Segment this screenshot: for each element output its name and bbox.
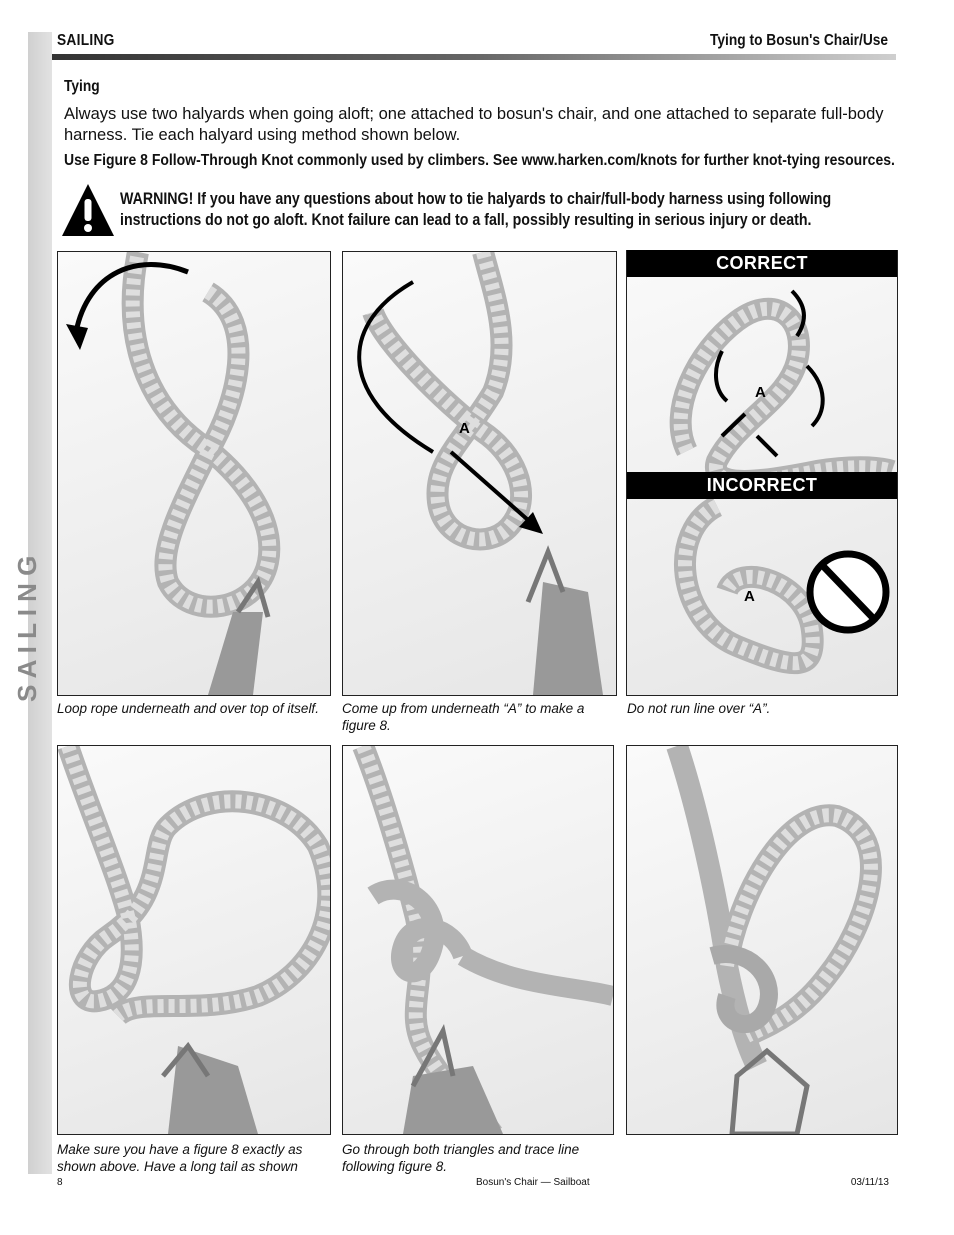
header-page-title: Tying to Bosun's Chair/Use	[709, 32, 888, 49]
step5-photo	[342, 745, 614, 1135]
footer-page-number: 8	[57, 1177, 63, 1188]
figure8-note: Use Figure 8 Follow-Through Knot commonly used by climbers. See www.harken.com/knots for further knot-tying resources.	[64, 152, 895, 169]
incorrect-label: INCORRECT	[627, 472, 897, 499]
intro-paragraph: Always use two halyards when going aloft; one attached to bosun's chair, and one attached to separate full-body harness. Tie each halyard using method shown below.	[64, 105, 884, 144]
step6-photo	[626, 745, 898, 1135]
sidebar-word	[12, 470, 42, 710]
prohibited-icon	[810, 554, 886, 630]
footer-center: Bosun's Chair — Sailboat	[476, 1177, 590, 1188]
correct-label: CORRECT	[627, 250, 897, 277]
header-section-name: SAILING	[57, 32, 115, 49]
warning-triangle-icon	[60, 182, 116, 238]
step2-photo	[342, 251, 617, 696]
step3-caption: Do not run line over “A”.	[627, 701, 771, 716]
step4-photo	[57, 745, 331, 1135]
section-title: Tying	[64, 78, 100, 95]
step2-caption: Come up from underneath “A” to make a figure 8.	[342, 701, 585, 733]
step1-photo	[57, 251, 331, 696]
warning-text: WARNING! If you have any questions about how to tie halyards to chair/full-body harness using following instructions do not go aloft. Knot failure can lead to a fall, possibly resulting in serious injury or death.	[120, 190, 832, 229]
footer-date: 03/11/13	[850, 1177, 889, 1188]
sidebar-word-text: S A I L I N G	[12, 555, 42, 702]
label-a: A	[459, 420, 470, 437]
step1-caption: Loop rope underneath and over top of itself.	[57, 701, 319, 716]
step4-caption: Make sure you have a figure 8 exactly as shown above. Have a long tail as shown	[57, 1142, 303, 1174]
header-rule	[52, 54, 896, 60]
step5-caption: Go through both triangles and trace line following figure 8.	[342, 1142, 580, 1174]
label-a-correct: A	[755, 384, 766, 401]
label-a-incorrect: A	[744, 588, 755, 605]
